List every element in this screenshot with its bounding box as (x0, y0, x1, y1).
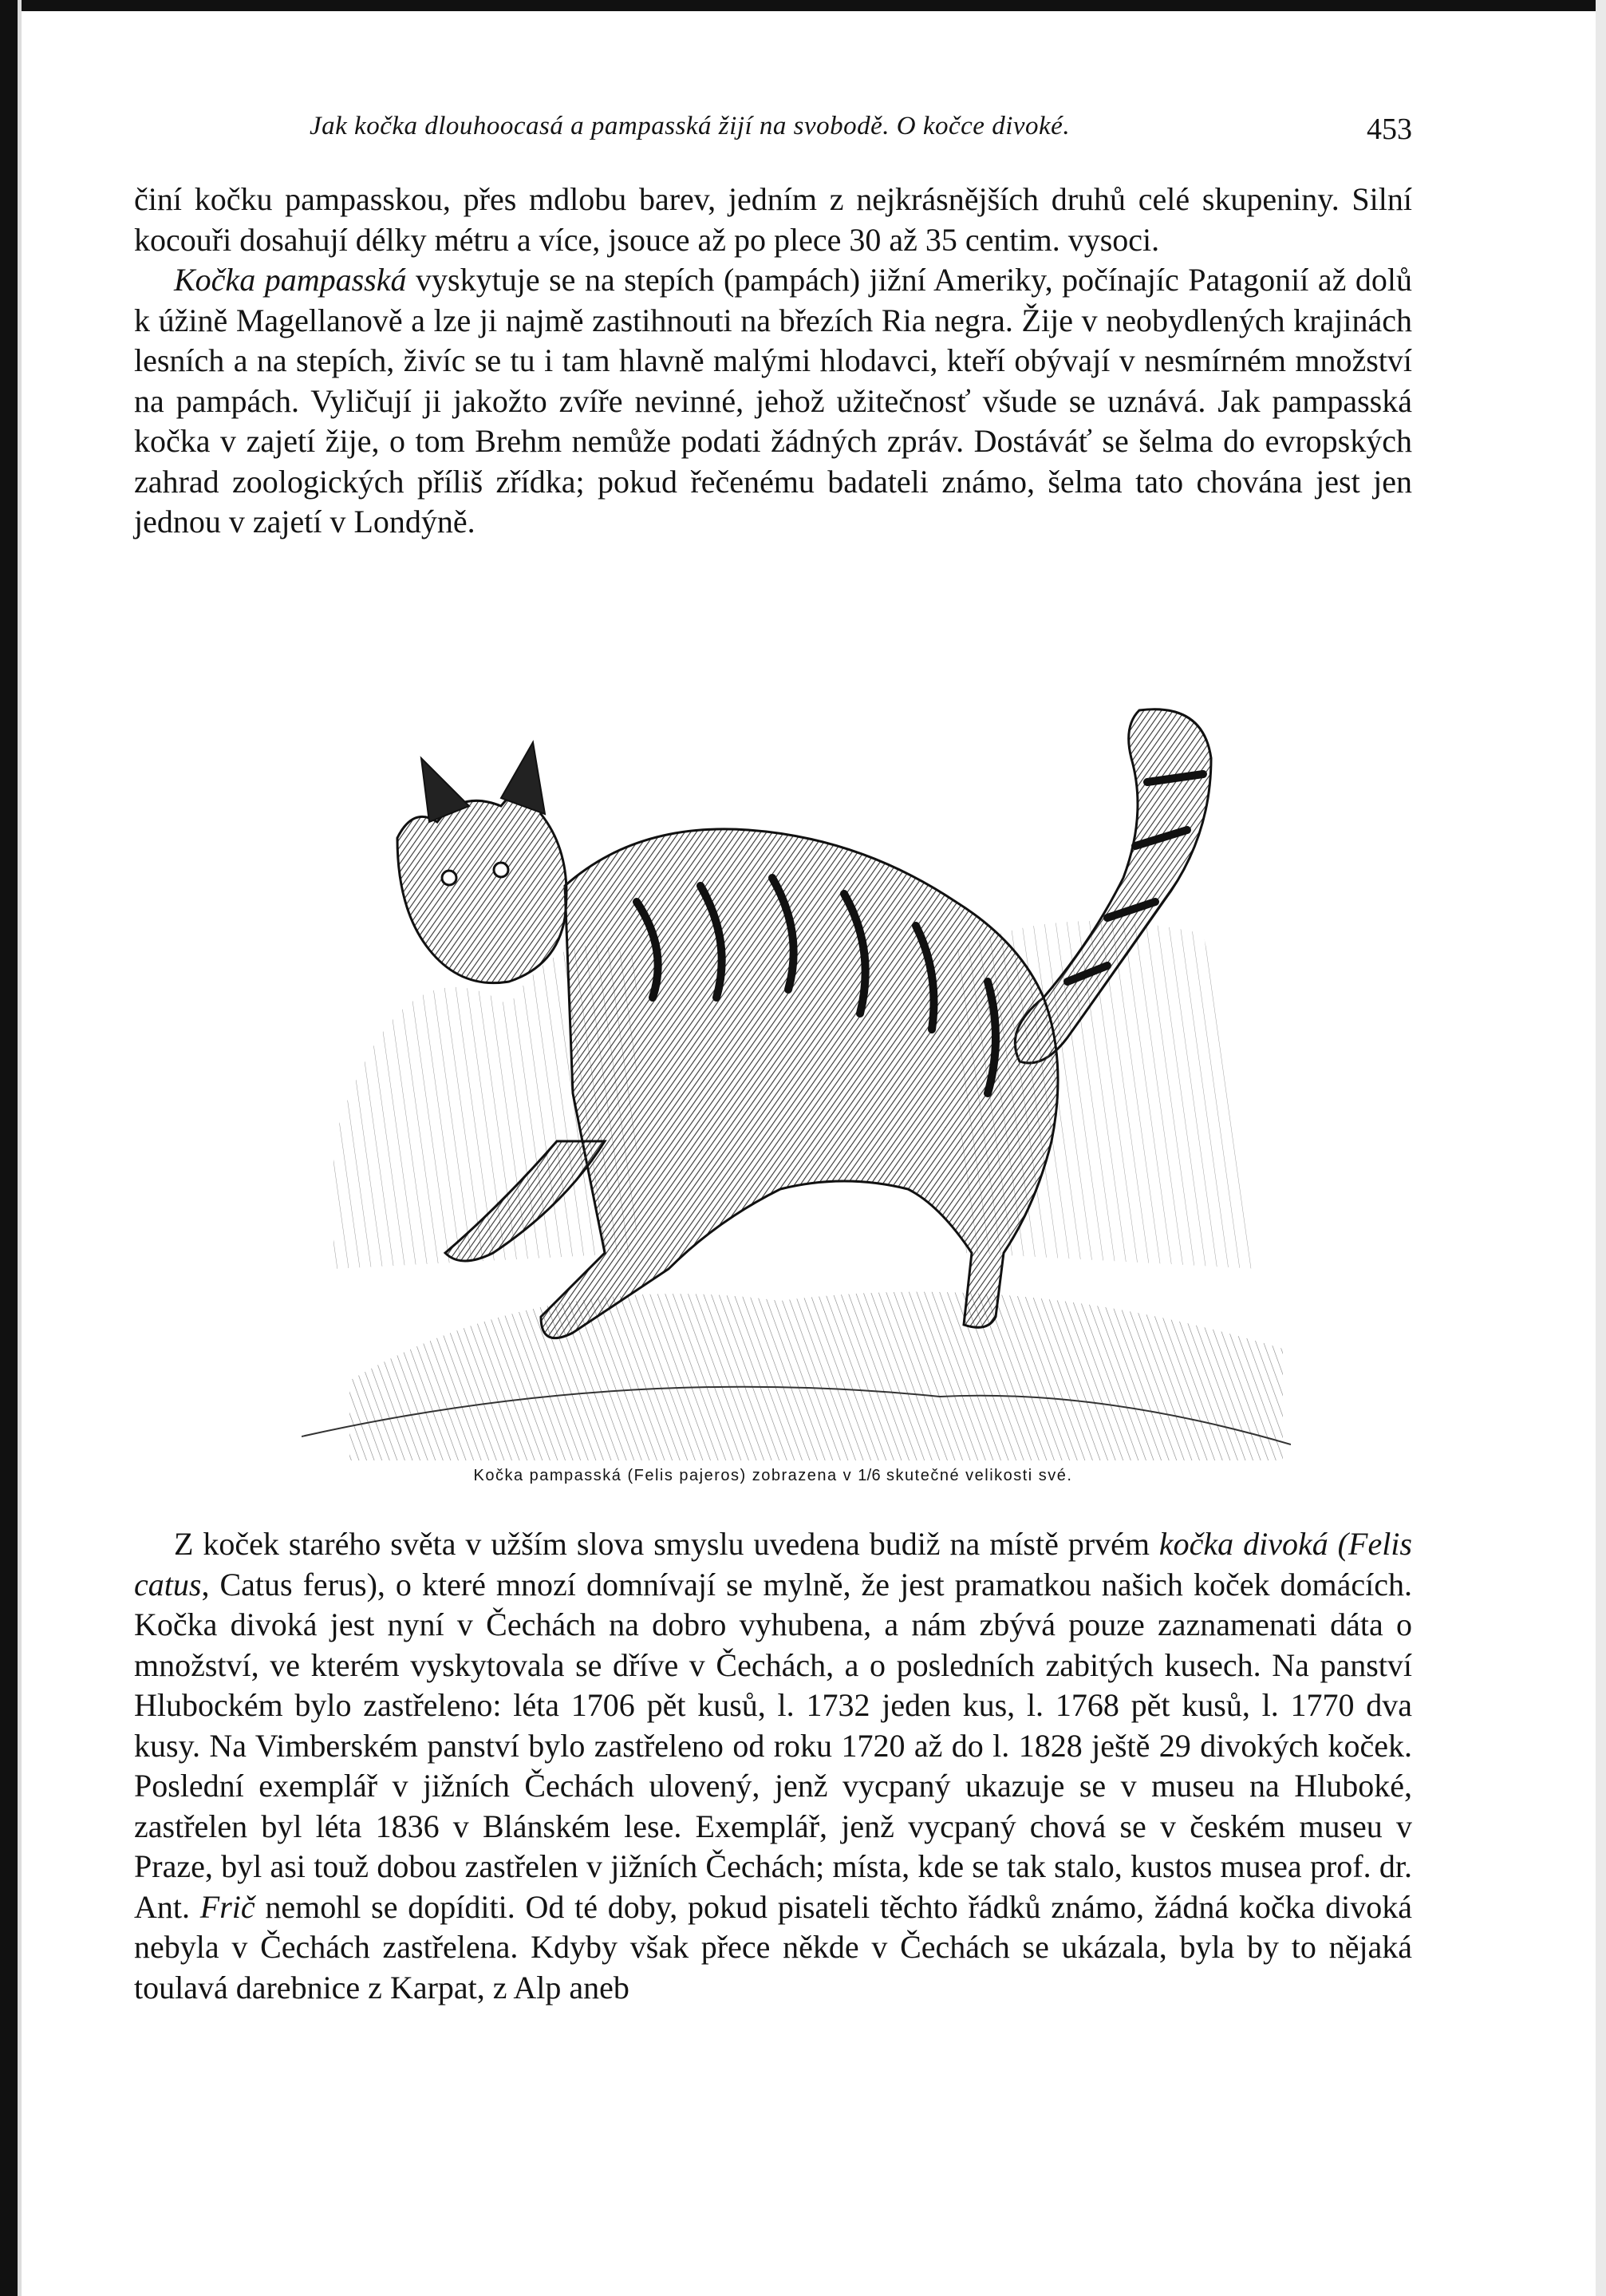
paragraph-text: vyskytuje se na stepích (pampách) jižní Ameriky, počínajíc Patagonií až dolů k úžině Magellanově a lze ji najmě zastihnouti na březích Ria negra. Žije v neobydlených krajinách lesních a na stepích, živíc se tu i tam hlavně malými hlodavci, kteří obývají v nesmírném množství na pampách. Vyličují ji jakožto zvíře nevinné, jehož užitečnosť všude se uznává. Jak pampasská kočka v zajetí žije, o tom Brehm nemůže podati žádných zpráv. Dostáváť se šelma do evropských zahrad zoologických příliš zřídka; pokud řečenému badateli známo, šelma tato chována jest jen jednou v zajetí v Londýně. (134, 262, 1413, 539)
species-name-italic: kočka divoká (Felis catus (134, 1526, 1412, 1602)
paragraph-text: činí kočku pampasskou, přes mdlobu barev, jedním z nejkrásnějších druhů celé skupeniny. Silní kocouři dosahují délky métru a více, jsouce až po plece 30 až 35 centim. vysoci. (134, 181, 1412, 258)
scan-edge-right (1596, 0, 1606, 2296)
running-header (134, 112, 1412, 152)
caption-fraction: 1/6 (858, 1467, 881, 1484)
page-number: 453 (1367, 113, 1412, 146)
paragraph-text: , Catus ferus), o které mnozí domnívají se mylně, že jest pramatkou našich koček domácích. Kočka divoká jest nyní v Čechách na dobro vyhubena, a nám zbývá pouze zaznamenati dáta o množství, ve kterém vyskytovala se dříve v Čechách, a o posledních zabitých kusech. Na panství Hlubockém bylo zastřeleno: léta 1706 pět kusů, l. 1732 jeden kus, l. 1768 pět kusů, l. 1770 dva kusy. Na Vimberském panství bylo zastřeleno od roku 1720 až do l. 1828 ještě 29 divokých koček. Poslední exemplář v jižních Čechách ulovený, jenž vycpaný ukazuje se v museu na Hluboké, zastřelen byl léta 1836 v Blánském lese. Exemplář, jenž vycpaný chová se v českém museu v Praze, byl asi touž dobou zastřelen v jižních Čechách; místa, kde se tak stalo, kustos musea prof. dr. Ant. (134, 1566, 1412, 1925)
paragraph-wildcat (134, 1524, 1412, 2008)
paragraph-text: Z koček starého světa v užším slova smyslu uvedena budiž na místě prvém (174, 1526, 1159, 1562)
species-name-italic: Kočka pampasská (174, 262, 407, 298)
caption-text: Kočka pampasská (Felis pajeros) zobrazena v (473, 1467, 853, 1484)
person-name-italic: Frič (199, 1888, 255, 1925)
running-title: Jak kočka dlouhoocasá a pampasská žijí na svobodě. O kočce divoké. (310, 112, 1071, 140)
scan-edge-top (0, 0, 1606, 11)
pampas-cat-engraving (302, 694, 1291, 1468)
caption-text-tail: skutečné velikosti své. (886, 1467, 1073, 1484)
cat-illustration (302, 694, 1291, 1468)
paragraph-text: nemohl se dopíditi. Od té doby, pokud pisateli těchto řádků známo, žádná kočka divoká nebyla v Čechách zastřelena. Kdyby však přece někde v Čechách se ukázala, byla by to nějaká toulavá darebnice z Karpat, z Alp aneb (134, 1888, 1412, 2006)
paragraph-pampas-cat-description (134, 180, 1412, 543)
figure-caption (134, 1467, 1412, 1485)
scan-edge-left-inner (18, 0, 22, 2296)
scan-edge-left (0, 0, 18, 2296)
